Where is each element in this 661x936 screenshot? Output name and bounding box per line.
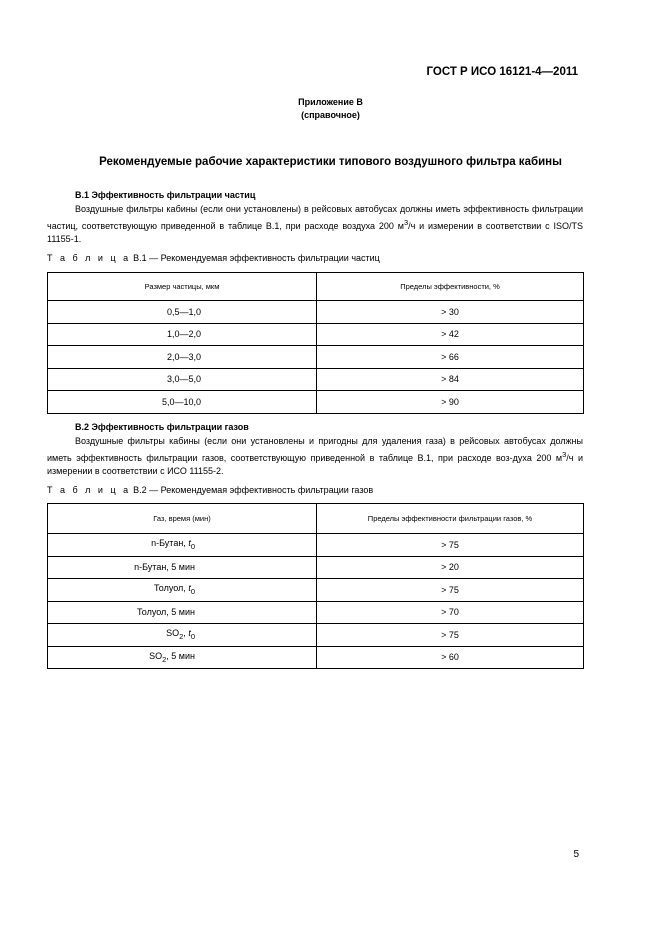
table-row — [48, 579, 584, 602]
page-number: 5 — [573, 849, 579, 860]
gas-name: SO — [166, 628, 180, 639]
table2-cell-limit: > 75 — [317, 624, 584, 647]
table-row — [48, 301, 584, 324]
section2-sup: 3 — [562, 450, 567, 459]
table1-caption-text: В.1 — Рекомендуемая эффективность фильтрации частиц — [130, 253, 380, 263]
gas-name: Толуол, 5 мин — [137, 607, 195, 618]
table1-cell-size: 0,5—1,0 — [48, 301, 317, 324]
main-title: Рекомендуемые рабочие характеристики типового воздушного фильтра кабины — [99, 156, 562, 168]
table1-header-row — [48, 273, 584, 301]
table-row — [48, 368, 584, 391]
table-row — [48, 556, 584, 579]
table1-cell-size: 1,0—2,0 — [48, 323, 317, 346]
gas-time-symbol: t — [188, 583, 191, 594]
gas-subscript: 2 — [162, 654, 167, 664]
section1-heading: В.1 Эффективность фильтрации частиц — [75, 190, 256, 200]
section1-paragraph — [47, 203, 583, 246]
table-row — [48, 323, 584, 346]
gas-subscript: 0 — [190, 542, 195, 552]
appendix-title: Приложение В — [298, 97, 363, 107]
table2-header-row — [48, 504, 584, 534]
table-row — [48, 391, 584, 414]
gas-subscript: 0 — [190, 587, 195, 597]
table-row — [48, 534, 584, 557]
table2-cell-gas — [48, 556, 317, 579]
table-row — [48, 601, 584, 624]
table-row — [48, 624, 584, 647]
table2-cell-limit: > 70 — [317, 601, 584, 624]
gas-tail: , — [183, 628, 189, 639]
table2-cell-gas — [48, 601, 317, 624]
section1-text-b: /ч и измерении в соответствии с ISO/TS 11155-1. — [47, 221, 583, 244]
table2-cell-limit: > 20 — [317, 556, 584, 579]
table1-cell-limit: > 90 — [317, 391, 584, 414]
table2-header-limits: Пределы эффективности фильтрации газов, % — [317, 504, 584, 534]
table2-cell-gas — [48, 624, 317, 647]
table2-caption — [47, 485, 373, 495]
table-row — [48, 646, 584, 669]
table1-header-limits: Пределы эффективности, % — [317, 273, 584, 301]
table1-caption — [47, 253, 380, 263]
section2-paragraph — [47, 435, 583, 478]
table1-cell-limit: > 30 — [317, 301, 584, 324]
table2-cell-limit: > 60 — [317, 646, 584, 669]
table2-cell-gas — [48, 579, 317, 602]
table1-cell-size: 2,0—3,0 — [48, 346, 317, 369]
gas-time-symbol: t — [188, 538, 191, 549]
table1 — [47, 272, 584, 414]
table2-cell-limit: > 75 — [317, 534, 584, 557]
document-header: ГОСТ Р ИСО 16121-4—2011 — [426, 66, 578, 78]
table1-cell-size: 5,0—10,0 — [48, 391, 317, 414]
table1-cell-limit: > 84 — [317, 368, 584, 391]
section2-text-a: Воздушные фильтры кабины (если они установлены и пригодны для удаления газа) в рейсовых автобусах должны иметь эффективность фильтрации газов, соответствующую приведенной в таблице В.1, при расходе воз-духа 200 м — [47, 436, 583, 463]
table2 — [47, 503, 584, 669]
section1-text-a: Воздушные фильтры кабины (если они установлены) в рейсовых автобусах должны иметь эффективность фильтрации частиц, соответствующую приведенной в таблице В.1, при расходе воздуха 200 м — [47, 204, 583, 231]
section2-text-b: /ч и измерении в соответствии с ИСО 11155-2. — [47, 453, 584, 476]
section2-heading: В.2 Эффективность фильтрации газов — [75, 422, 249, 432]
gas-name: n-Бутан, 5 мин — [134, 562, 195, 573]
table2-cell-gas — [48, 534, 317, 557]
table1-cell-limit: > 42 — [317, 323, 584, 346]
gas-name: Толуол, — [154, 583, 189, 594]
section1-sup: 3 — [403, 218, 409, 227]
table-row — [48, 346, 584, 369]
gas-tail: , 5 мин — [166, 650, 195, 661]
gas-name: SO — [149, 650, 163, 661]
table1-cell-limit: > 66 — [317, 346, 584, 369]
table2-cell-gas — [48, 646, 317, 669]
table1-header-size: Размер частицы, мкм — [48, 273, 317, 301]
gas-name: n-Бутан, — [151, 538, 189, 549]
table2-caption-prefix: Т а б л и ц а — [47, 485, 131, 495]
appendix-subtitle: (справочное) — [301, 110, 360, 120]
table1-caption-prefix: Т а б л и ц а — [47, 253, 131, 263]
table1-cell-size: 3,0—5,0 — [48, 368, 317, 391]
table2-caption-text: В.2 — Рекомендуемая эффективность фильтрации газов — [130, 485, 374, 495]
gas-time-symbol: t — [188, 628, 191, 639]
table2-cell-limit: > 75 — [317, 579, 584, 602]
gas-time-subscript: 0 — [190, 632, 195, 642]
table2-header-gas: Газ, время (мин) — [48, 504, 317, 534]
gas-subscript: 2 — [179, 632, 184, 642]
